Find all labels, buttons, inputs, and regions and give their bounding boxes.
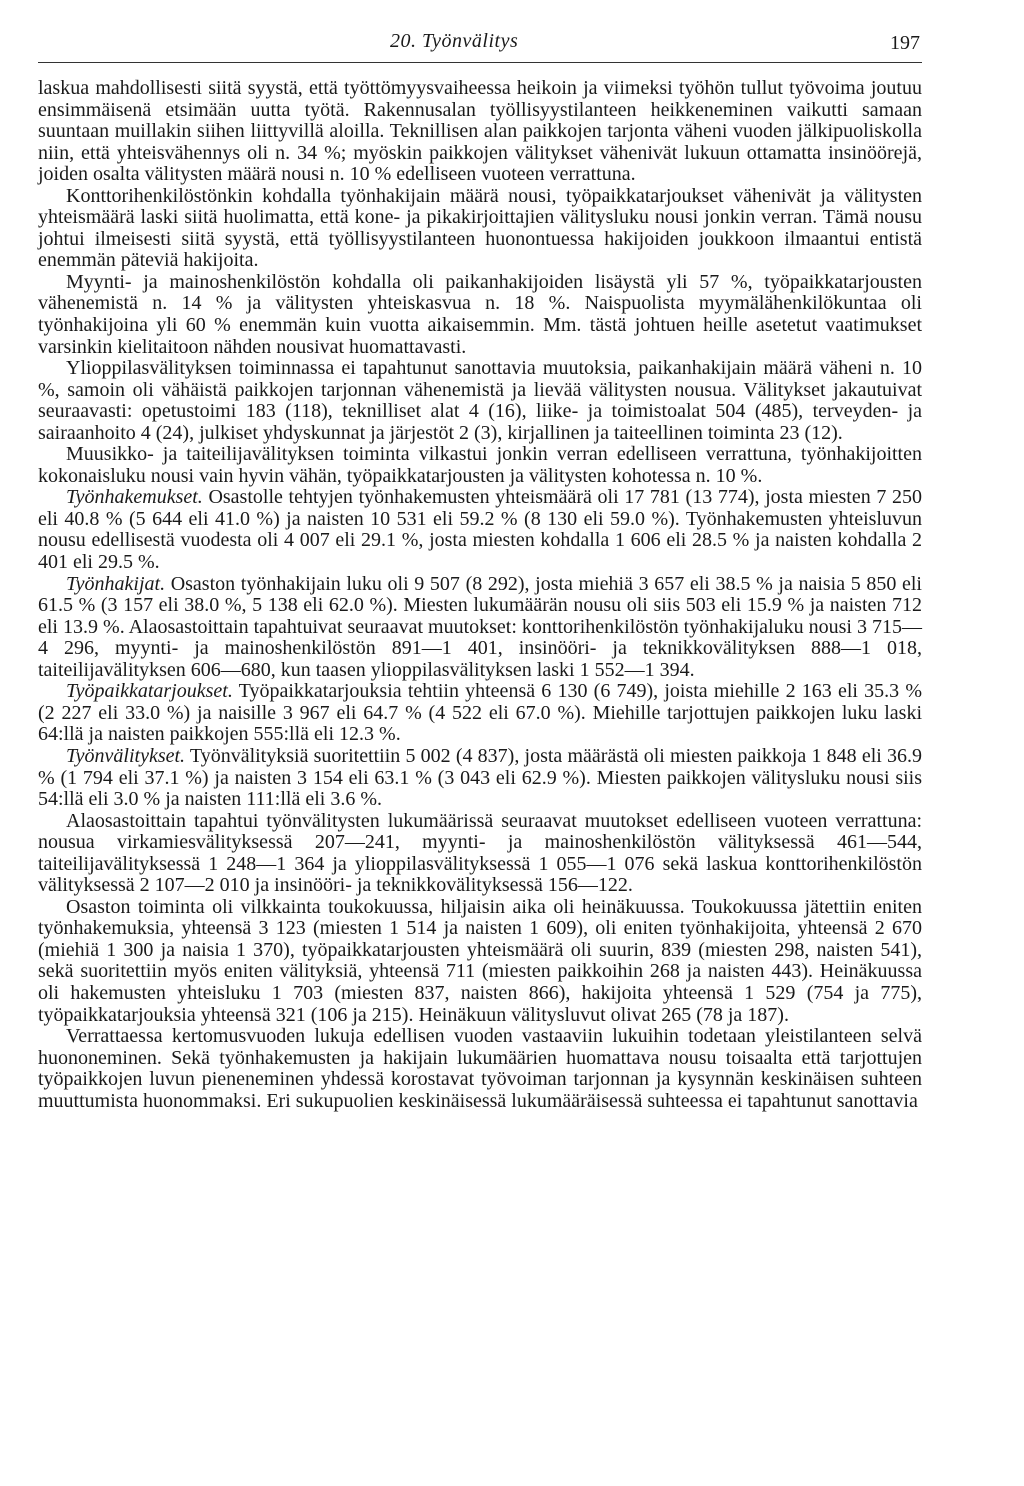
paragraph-tyonvalitykset: Työnvälitykset. Työnvälityksiä suoritettiin 5 002 (4 837), josta määrästä oli miesten paikkoja 1 848 eli 36.9 % (1 794 eli 37.1 %) ja naisten 3 154 eli 63.1 % (3 043 eli 62.9 %). Miesten paikkojen välitysluku nousi siis 54:llä eli 3.0 % ja naisten 111:llä eli 3.6 %. xyxy=(38,744,922,811)
run-in-heading: Työnhakemukset. xyxy=(66,486,203,509)
paragraph: Alaosastoittain tapahtui työnvälitysten lukumäärissä seuraavat muutokset edelliseen vuoteen verrattuna: nousua virkamiesvälityksessä 207—241, myynti- ja mainoshenkilöstön välityksessä 461—544, taiteilijavälityksessä 1 248—1 364 ja ylioppilasvälityksessä 1 055—1 076 sekä laskua konttorihenkilöstön välityksessä 2 107—2 010 ja insinööri- ja teknikkovälityksessä 156—122. xyxy=(38,809,922,897)
paragraph: Osaston toiminta oli vilkkainta toukokuussa, hiljaisin aika oli heinäkuussa. Toukokuussa jätettiin eniten työnhakemuksia, yhteensä 3 123 (miesten 1 514 ja naisten 1 609), oli eniten työnhakijoita, yhteensä 2 670 (miehiä 1 300 ja naisia 1 370), työpaikkatarjousten yhteismäärä oli suurin, 839 (miesten 298, naisten 541), sekä suoritettiin myös eniten välityksiä, yhteensä 711 (miesten paikkoihin 268 ja naisten 443). Heinäkuussa oli hakemusten yhteisluku 1 703 (miesten 837, naisten 866), hakijoita yhteensä 1 529 (754 ja 775), työpaikkatarjouksia yhteensä 321 (106 ja 215). Heinäkuun välitysluvut olivat 265 (78 ja 187). xyxy=(38,895,922,1026)
chapter-title: 20. Työnvälitys xyxy=(390,30,519,52)
paragraph: Ylioppilasvälityksen toiminnassa ei tapahtunut sanottavia muutoksia, paikanhakijain määrä väheni n. 10 %, samoin oli vähäistä paikkojen tarjonnan vähenemistä ja lievää välitysten nousua. Välitykset jakautuivat seuraavasti: opetustoimi 183 (118), teknilliset alat 4 (16), liike- ja toimistoalat 504 (485), terveyden- ja sairaanhoito 4 (24), julkiset yhdyskunnat ja järjestöt 2 (3), kirjallinen ja taiteellinen toiminta 23 (12). xyxy=(38,357,922,444)
paragraph-tyopaikkatarjoukset: Työpaikkatarjoukset. Työpaikkatarjouksia tehtiin yhteensä 6 130 (6 749), joista miehille 2 163 eli 35.3 % (2 227 eli 33.0 %) ja naisille 3 967 eli 64.7 % (4 522 eli 67.0 %). Miehille tarjottujen paikkojen luku laski 64:llä ja naisten paikkojen 555:llä eli 12.3 %. xyxy=(38,680,922,746)
paragraph: Myynti- ja mainoshenkilöstön kohdalla oli paikanhakijoiden lisäystä yli 57 %, työpaikkatarjousten vähenemistä n. 14 % ja välitysten yhteiskasvua n. 18 %. Naispuolista myymälähenkilökuntaa oli työnhakijoina yli 60 % enemmän kuin vuotta aikaisemmin. Mm. tästä johtuen heille asetetut vaatimukset varsinkin kielitaitoon nähden nousivat huomattavasti. xyxy=(38,270,922,358)
body-text xyxy=(38,78,922,1112)
paragraph-tyonhakijat: Työnhakijat. Osaston työnhakijain luku oli 9 507 (8 292), josta miehiä 3 657 eli 38.5 % ja naisia 5 850 eli 61.5 % (3 157 eli 38.0 %, 5 138 eli 62.0 %). Miesten lukumäärän nousu oli siis 503 eli 15.9 % ja naisten 712 eli 13.9 %. Alaosastoittain tapahtuivat seuraavat muutokset: konttorihenkilöstön työnhakijaluku nousi 3 715—4 296, myynti- ja mainoshenkilöstön 891—1 401, insinööri- ja teknikkovälityksen 888—1 018, taiteilijavälityksen 606—680, kun taasen ylioppilasvälityksen laski 1 552—1 394. xyxy=(38,572,922,681)
run-in-heading: Työpaikkatarjoukset. xyxy=(66,680,233,703)
page-number: 197 xyxy=(890,32,920,54)
run-in-heading: Työnvälitykset. xyxy=(66,744,186,767)
paragraph: Konttorihenkilöstönkin kohdalla työnhakijain määrä nousi, työpaikkatarjoukset vähenivät ja välitysten yhteismäärä laski siitä huolimatta, että kone- ja pikakirjoittajien välitysluku nousi jonkin verran. Tämä nousu johtui ilmeisesti siitä syystä, että työllisyystilanteen huonontuessa hakijoiden joukkoon ilmaantui entistä enemmän päteviä hakijoita. xyxy=(38,184,922,272)
running-header xyxy=(38,0,922,63)
paragraph: Muusikko- ja taiteilijavälityksen toiminta vilkastui jonkin verran edelliseen verrattuna, työnhakijoitten kokonaisluku nousi vain hyvin vähän, työpaikkatarjousten ja välitysten kohotessa n. 10 %. xyxy=(38,443,922,487)
paragraph: Verrattaessa kertomusvuoden lukuja edellisen vuoden vastaaviin lukuihin todetaan yleistilanteen selvä huononeminen. Sekä työnhakemusten ja hakijain lukumäärien huomattava nousu toisaalta että tarjottujen työpaikkojen luvun pieneneminen yhdessä korostavat työvoiman tarjonnan ja kysynnän keskinäisen suhteen muuttumista huonommaksi. Eri sukupuolien keskinäisessä lukumääräisessä suhteessa ei tapahtunut sanottavia xyxy=(38,1025,922,1112)
paragraph-tyonhakemukset: Työnhakemukset. Osastolle tehtyjen työnhakemusten yhteismäärä oli 17 781 (13 774), josta miesten 7 250 eli 40.8 % (5 644 eli 41.0 %) ja naisten 10 531 eli 59.2 % (8 130 eli 59.0 %). Työnhakemusten yhteisluvun nousu edellisestä vuodesta oli 4 007 eli 29.1 %, josta miesten kohdalla 1 606 eli 28.5 % ja naisten kohdalla 2 401 eli 29.5 %. xyxy=(38,486,922,574)
paragraph: laskua mahdollisesti siitä syystä, että työttömyysvaiheessa heikoin ja viimeksi työhön tullut työvoima joutuu ensimmäisenä etsimään uutta työtä. Rakennusalan työllisyystilanteen heikkeneminen vaikutti samaan suuntaan muillakin siihen liittyvillä aloilla. Teknillisen alan paikkojen tarjonta väheni vuoden jälkipuoliskolla niin, että yhteisvähennys oli n. 34 %; myöskin paikkojen välitykset vähenivät lukuun ottamatta insinöörejä, joiden osalta välitysten määrä nousi n. 10 % edelliseen vuoteen verrattuna. xyxy=(38,77,922,186)
run-in-heading: Työnhakijat. xyxy=(66,572,166,595)
document-page xyxy=(38,0,922,1112)
